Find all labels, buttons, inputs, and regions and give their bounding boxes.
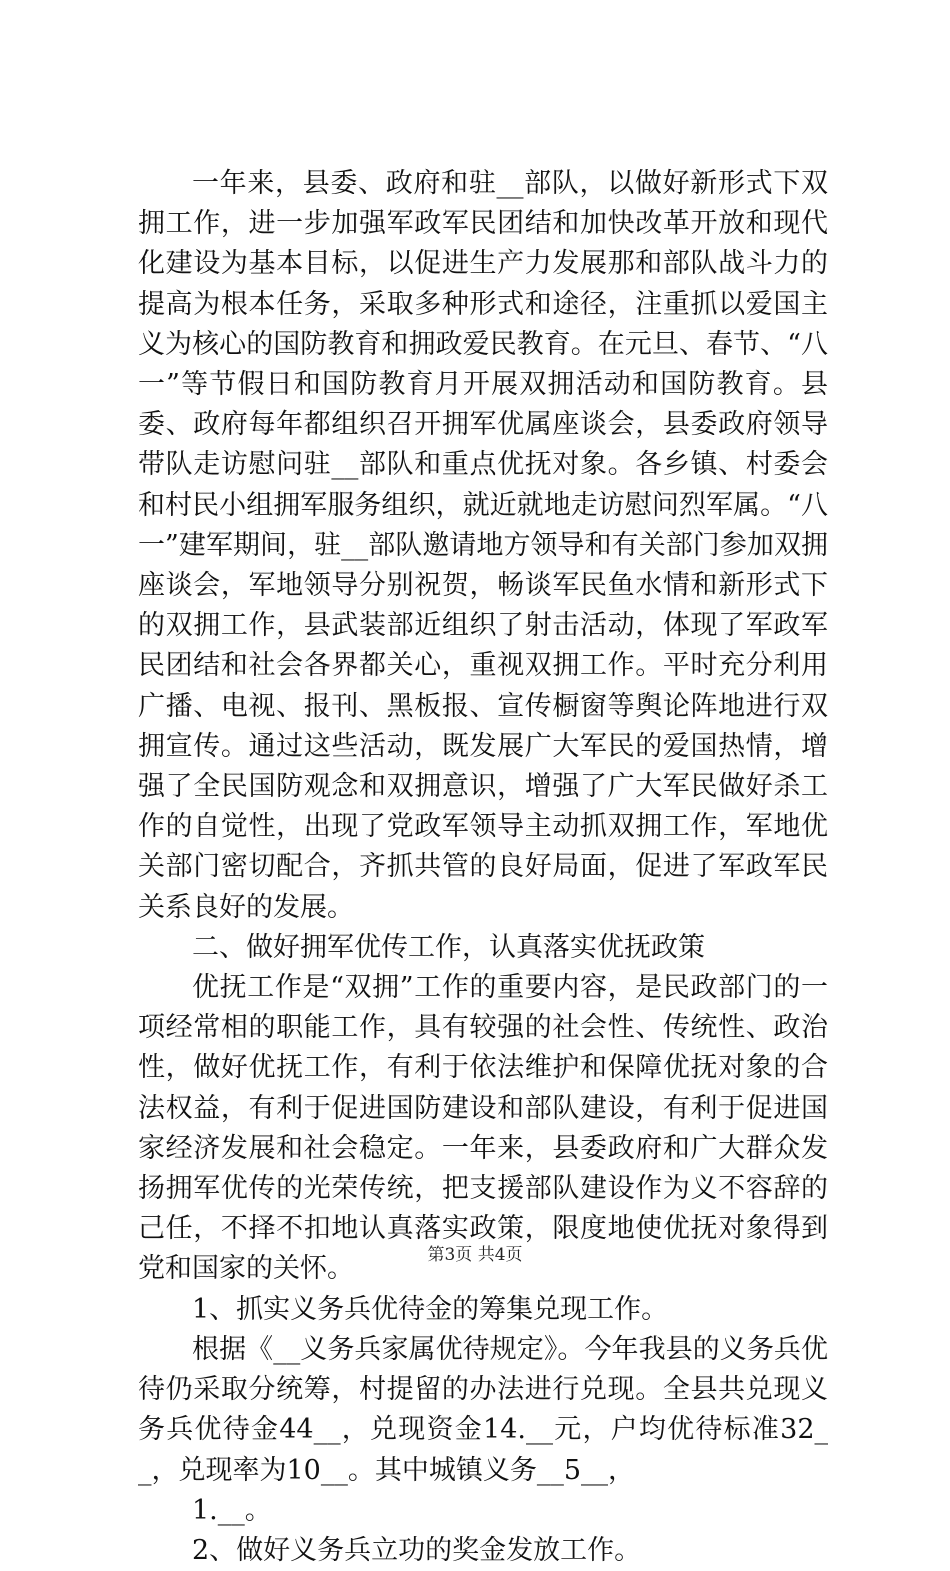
subheading-1: 1、抓实义务兵优待金的筹集兑现工作。 [192,1293,669,1325]
page-footer [0,1240,950,1265]
section-heading-2: 二、做好拥军优传工作，认真落实优抚政策 [192,931,705,963]
page-indicator: 第3页 共4页 [427,1245,523,1265]
subheading-2: 2、做好义务兵立功的奖金发放工作。 [192,1534,642,1566]
paragraph-fragment: 1.__。 [192,1494,272,1526]
paragraph-intro: 一年来，县委、政府和驻__部队，以做好新形式下双拥工作，进一步加强军政军民团结和加快改革开放和现代化建设为基本目标，以促进生产力发展那和部队战斗力的提高为根本任务，采取多种形式和途径，注重抓以爱国主义为核心的国防教育和拥政爱民教育。在元旦、春节、“八一”等节假日和国防教育月开展双拥活动和国防教育。县委、政府每年都组织召开拥军优属座谈会，县委政府领导带队走访慰问驻__部队和重点优抚对象。各乡镇、村委会和村民小组拥军服务组织，就近就地走访慰问烈军属。“八一”建军期间，驻__部队邀请地方领导和有关部门参加双拥座谈会，军地领导分别祝贺，畅谈军民鱼水情和新形式下的双拥工作，县武装部近组织了射击活动，体现了军政军民团结和社会各界都关心，重视双拥工作。平时充分利用广播、电视、报刊、黑板报、宣传橱窗等舆论阵地进行双拥宣传。通过这些活动，既发展广大军民的爱国热情，增强了全民国防观念和双拥意识，增强了广大军民做好杀工作的自觉性，出现了党政军领导主动抓双拥工作，军地优关部门密切配合，齐抓共管的良好局面，促进了军政军民关系良好的发展。 [138,168,828,923]
document-body [138,164,828,1571]
paragraph-section-2: 优抚工作是“双拥”工作的重要内容，是民政部门的一项经常相的职能工作，具有较强的社会性、传统性、政治性，做好优抚工作，有利于依法维护和保障优抚对象的合法权益，有利于促进国防建设和部队建设，有利于促进国家经济发展和社会稳定。一年来，县委政府和广大群众发扬拥军优传的光荣传统，把支援部队建设作为义不容辞的己任，不择不扣地认真落实政策，限度地使优抚对象得到党和国家的关怀。 [138,972,828,1285]
paragraph-subsection-1: 根据《__义务兵家属优待规定》。今年我县的义务兵优待仍采取分统筹，村提留的办法进行兑现。全县共兑现义务兵优待金44__，兑现资金14.__元，户均优待标准32__，兑现率为10__。其中城镇义务__5__， [138,1333,828,1486]
